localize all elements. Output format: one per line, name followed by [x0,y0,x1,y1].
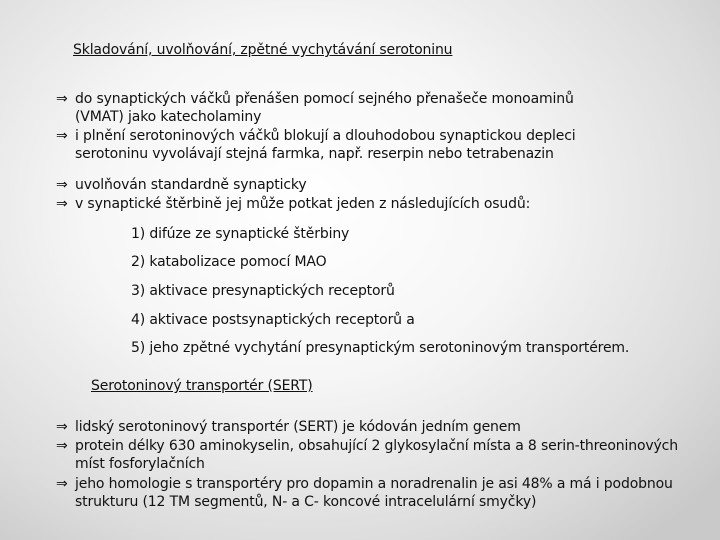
implies-arrow-icon: ⇒ [56,91,68,107]
bullet-line: v synaptické štěrbině jej může potkat jeden z následujících osudů: [75,196,531,212]
implies-arrow-icon: ⇒ [56,438,68,454]
fate-item-5: 5) jeho zpětné vychytání presynaptickým serotoninovým transportérem. [131,340,630,356]
bullet-line: serotoninu vyvolávají stejná farmka, např. reserpin nebo tetrabenazin [75,146,554,162]
bullet-release [56,176,307,194]
implies-arrow-icon: ⇒ [56,128,68,144]
implies-arrow-icon: ⇒ [56,177,68,193]
bullet-line: strukturu (12 TM segmentů, N- a C- koncové intracelulární smyčky) [75,494,537,510]
bullet-depletion [56,127,576,163]
fate-item-3: 3) aktivace presynaptických receptorů [131,283,395,299]
implies-arrow-icon: ⇒ [56,419,68,435]
bullet-line: míst fosforylačních [75,456,205,472]
section-heading-sert: Serotoninový transportér (SERT) [91,378,313,394]
bullet-line: jeho homologie s transportéry pro dopamin a noradrenalin je asi 48% a má i podobnou [75,476,673,492]
bullet-line: (VMAT) jako katecholaminy [75,109,262,125]
bullet-line: protein délky 630 aminokyselin, obsahující 2 glykosylační místa a 8 serin-threoninových [75,438,678,454]
fate-item-2: 2) katabolizace pomocí MAO [131,254,327,270]
fate-item-1: 1) difúze ze synaptické štěrbiny [131,226,350,242]
bullet-line: i plnění serotoninových váčků blokují a dlouhodobou synaptickou depleci [75,128,576,144]
bullet-line: do synaptických váčků přenášen pomocí sejného přenašeče monoaminů [75,91,574,107]
implies-arrow-icon: ⇒ [56,196,68,212]
section-heading-storage-release: Skladování, uvolňování, zpětné vychytávání serotoninu [73,42,453,58]
implies-arrow-icon: ⇒ [56,476,68,492]
bullet-sert-gene [56,418,521,436]
fate-item-4: 4) aktivace postsynaptických receptorů a [131,312,415,328]
bullet-sert-homology [56,475,673,511]
bullet-line: lidský serotoninový transportér (SERT) je kódován jedním genem [75,419,521,435]
bullet-fates-intro [56,195,530,213]
bullet-line: uvolňován standardně synapticky [75,177,307,193]
bullet-vmat [56,90,574,126]
bullet-sert-protein [56,437,678,473]
